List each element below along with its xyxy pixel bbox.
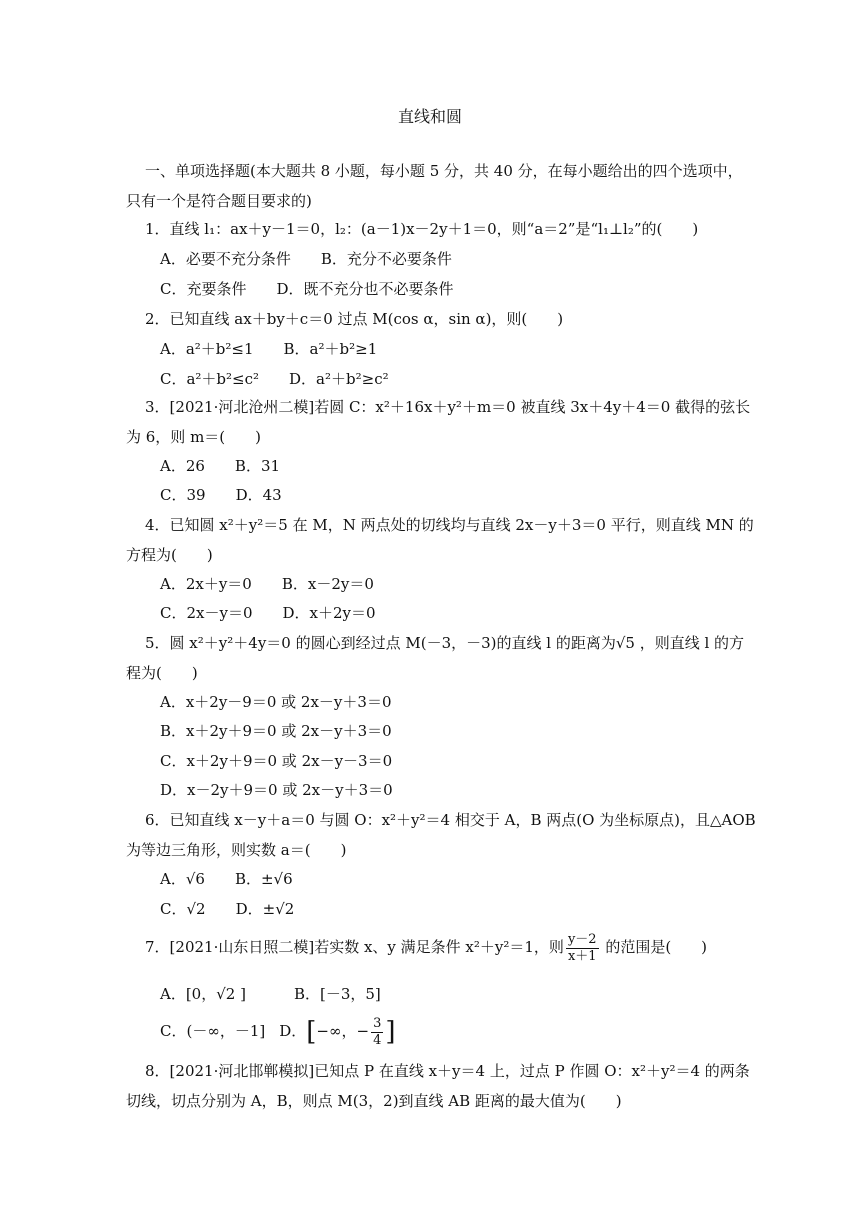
q7-option-d-fraction [371,1016,383,1049]
section-header-line-1: 一、单项选择题(本大题共 8 小题，每小题 5 分，共 40 分，在每小题给出的四个选项中， [145,162,743,180]
q4-option-a: A．2x＋y＝0 [160,575,252,593]
q2-option-c: C．a²＋b²≤c² [160,370,260,388]
q4-option-c: C．2x－y＝0 [160,604,253,622]
q2-option-b: B．a²＋b²≥1 [283,340,378,358]
q2-option-d: D．a²＋b²≥c² [289,370,389,388]
q7-option-d-label: D． [279,1022,307,1040]
question-4-line-2: 方程为( ) [126,546,213,564]
question-5-line-2: 程为( ) [126,664,198,682]
question-4-line-1: 4．已知圆 x²＋y²＝5 在 M，N 两点处的切线均与直线 2x－y＋3＝0 平行，则直线 MN 的 [145,516,754,534]
q1-options-row-2 [160,278,454,300]
q7-options-row-1 [160,983,381,1005]
question-6-line-1: 6．已知直线 x－y＋a＝0 与圆 O：x²＋y²＝4 相交于 A，B 两点(O 为坐标原点)，且△AOB [145,811,756,829]
q6-option-b: B．±√6 [234,870,293,888]
question-6-line-2: 为等边三角形，则实数 a＝( ) [126,841,347,859]
question-8-line-1: 8．[2021·河北邯郸模拟]已知点 P 在直线 x＋y＝4 上，过点 P 作圆 O：x²＋y²＝4 的两条 [145,1062,750,1080]
q4-option-d: D．x＋2y＝0 [282,604,376,622]
q6-option-d: D．±√2 [235,900,295,918]
q6-options-row-1 [160,868,293,890]
q7-option-b: B．[－3，5] [293,985,381,1003]
q1-options-row-1 [160,248,452,270]
q4-options-row-1 [160,573,374,595]
question-1: 1．直线 l₁：ax＋y－1＝0，l₂：(a－1)x－2y＋1＝0，则“a＝2”是“l₁⊥l₂”的( ) [145,220,699,238]
q3-options-row-1 [160,455,280,477]
q7-text-pre: 7．[2021·山东日照二模]若实数 x、y 满足条件 x²＋y²＝1，则 [145,938,564,956]
q7-option-a: A．[0，√2 ] [160,985,246,1003]
q3-options-row-2 [160,484,282,506]
q5-option-d: D．x－2y＋9＝0 或 2x－y＋3＝0 [160,781,393,799]
q7-option-d-numerator: 3 [373,1015,382,1031]
question-3-line-1: 3．[2021·河北沧州二模]若圆 C：x²＋16x＋y²＋m＝0 被直线 3x＋4y＋4＝0 截得的弦长 [145,398,751,416]
section-header-line-2: 只有一个是符合题目要求的) [126,192,312,210]
q1-option-c: C．充要条件 [160,280,247,298]
question-3-line-2: 为 6，则 m＝( ) [126,428,262,446]
q6-options-row-2 [160,898,294,920]
question-2: 2．已知直线 ax＋by＋c＝0 过点 M(cos α，sin α)，则( ) [145,310,564,328]
question-5-line-1: 5．圆 x²＋y²＋4y＝0 的圆心到经过点 M(－3，－3)的直线 l 的距离为√5 ，则直线 l 的方 [145,634,745,652]
q6-option-a: A．√6 [160,870,205,888]
question-7 [145,930,707,965]
q1-option-a: A．必要不充分条件 [160,250,291,268]
q5-option-a: A．x＋2y－9＝0 或 2x－y＋3＝0 [160,693,392,711]
q2-options-row-2 [160,368,389,390]
q5-option-c: C．x＋2y＋9＝0 或 2x－y－3＝0 [160,752,393,770]
q6-option-c: C．√2 [160,900,206,918]
q7-fraction-denominator: x＋1 [567,948,597,964]
q1-option-b: B．充分不必要条件 [320,250,452,268]
page-title: 直线和圆 [397,107,462,126]
q7-option-d-left-bracket: [ [306,1017,317,1047]
q7-fraction [566,932,599,965]
q4-option-b: B．x－2y＝0 [281,575,374,593]
q7-text-post: 的范围是( ) [600,938,708,956]
q7-option-d-denominator: 4 [373,1032,382,1048]
q3-option-d: D．43 [235,486,282,504]
q2-options-row-1 [160,338,377,360]
q7-option-c: C．(－∞，－1] [160,1022,266,1040]
q7-options-row-2 [160,1014,396,1049]
q3-option-a: A．26 [160,457,205,475]
q2-option-a: A．a²＋b²≤1 [160,340,254,358]
q1-option-d: D．既不充分也不必要条件 [276,280,454,298]
q7-fraction-numerator: y－2 [567,931,597,947]
q4-options-row-2 [160,602,376,624]
q7-option-d-interval: −∞，− [316,1022,370,1040]
q5-option-b: B．x＋2y＋9＝0 或 2x－y＋3＝0 [160,722,392,740]
question-8-line-2: 切线，切点分别为 A，B，则点 M(3，2)到直线 AB 距离的最大值为( ) [126,1092,622,1110]
q3-option-c: C．39 [160,486,206,504]
q3-option-b: B．31 [234,457,281,475]
q7-option-d-right-bracket: ] [385,1017,396,1047]
